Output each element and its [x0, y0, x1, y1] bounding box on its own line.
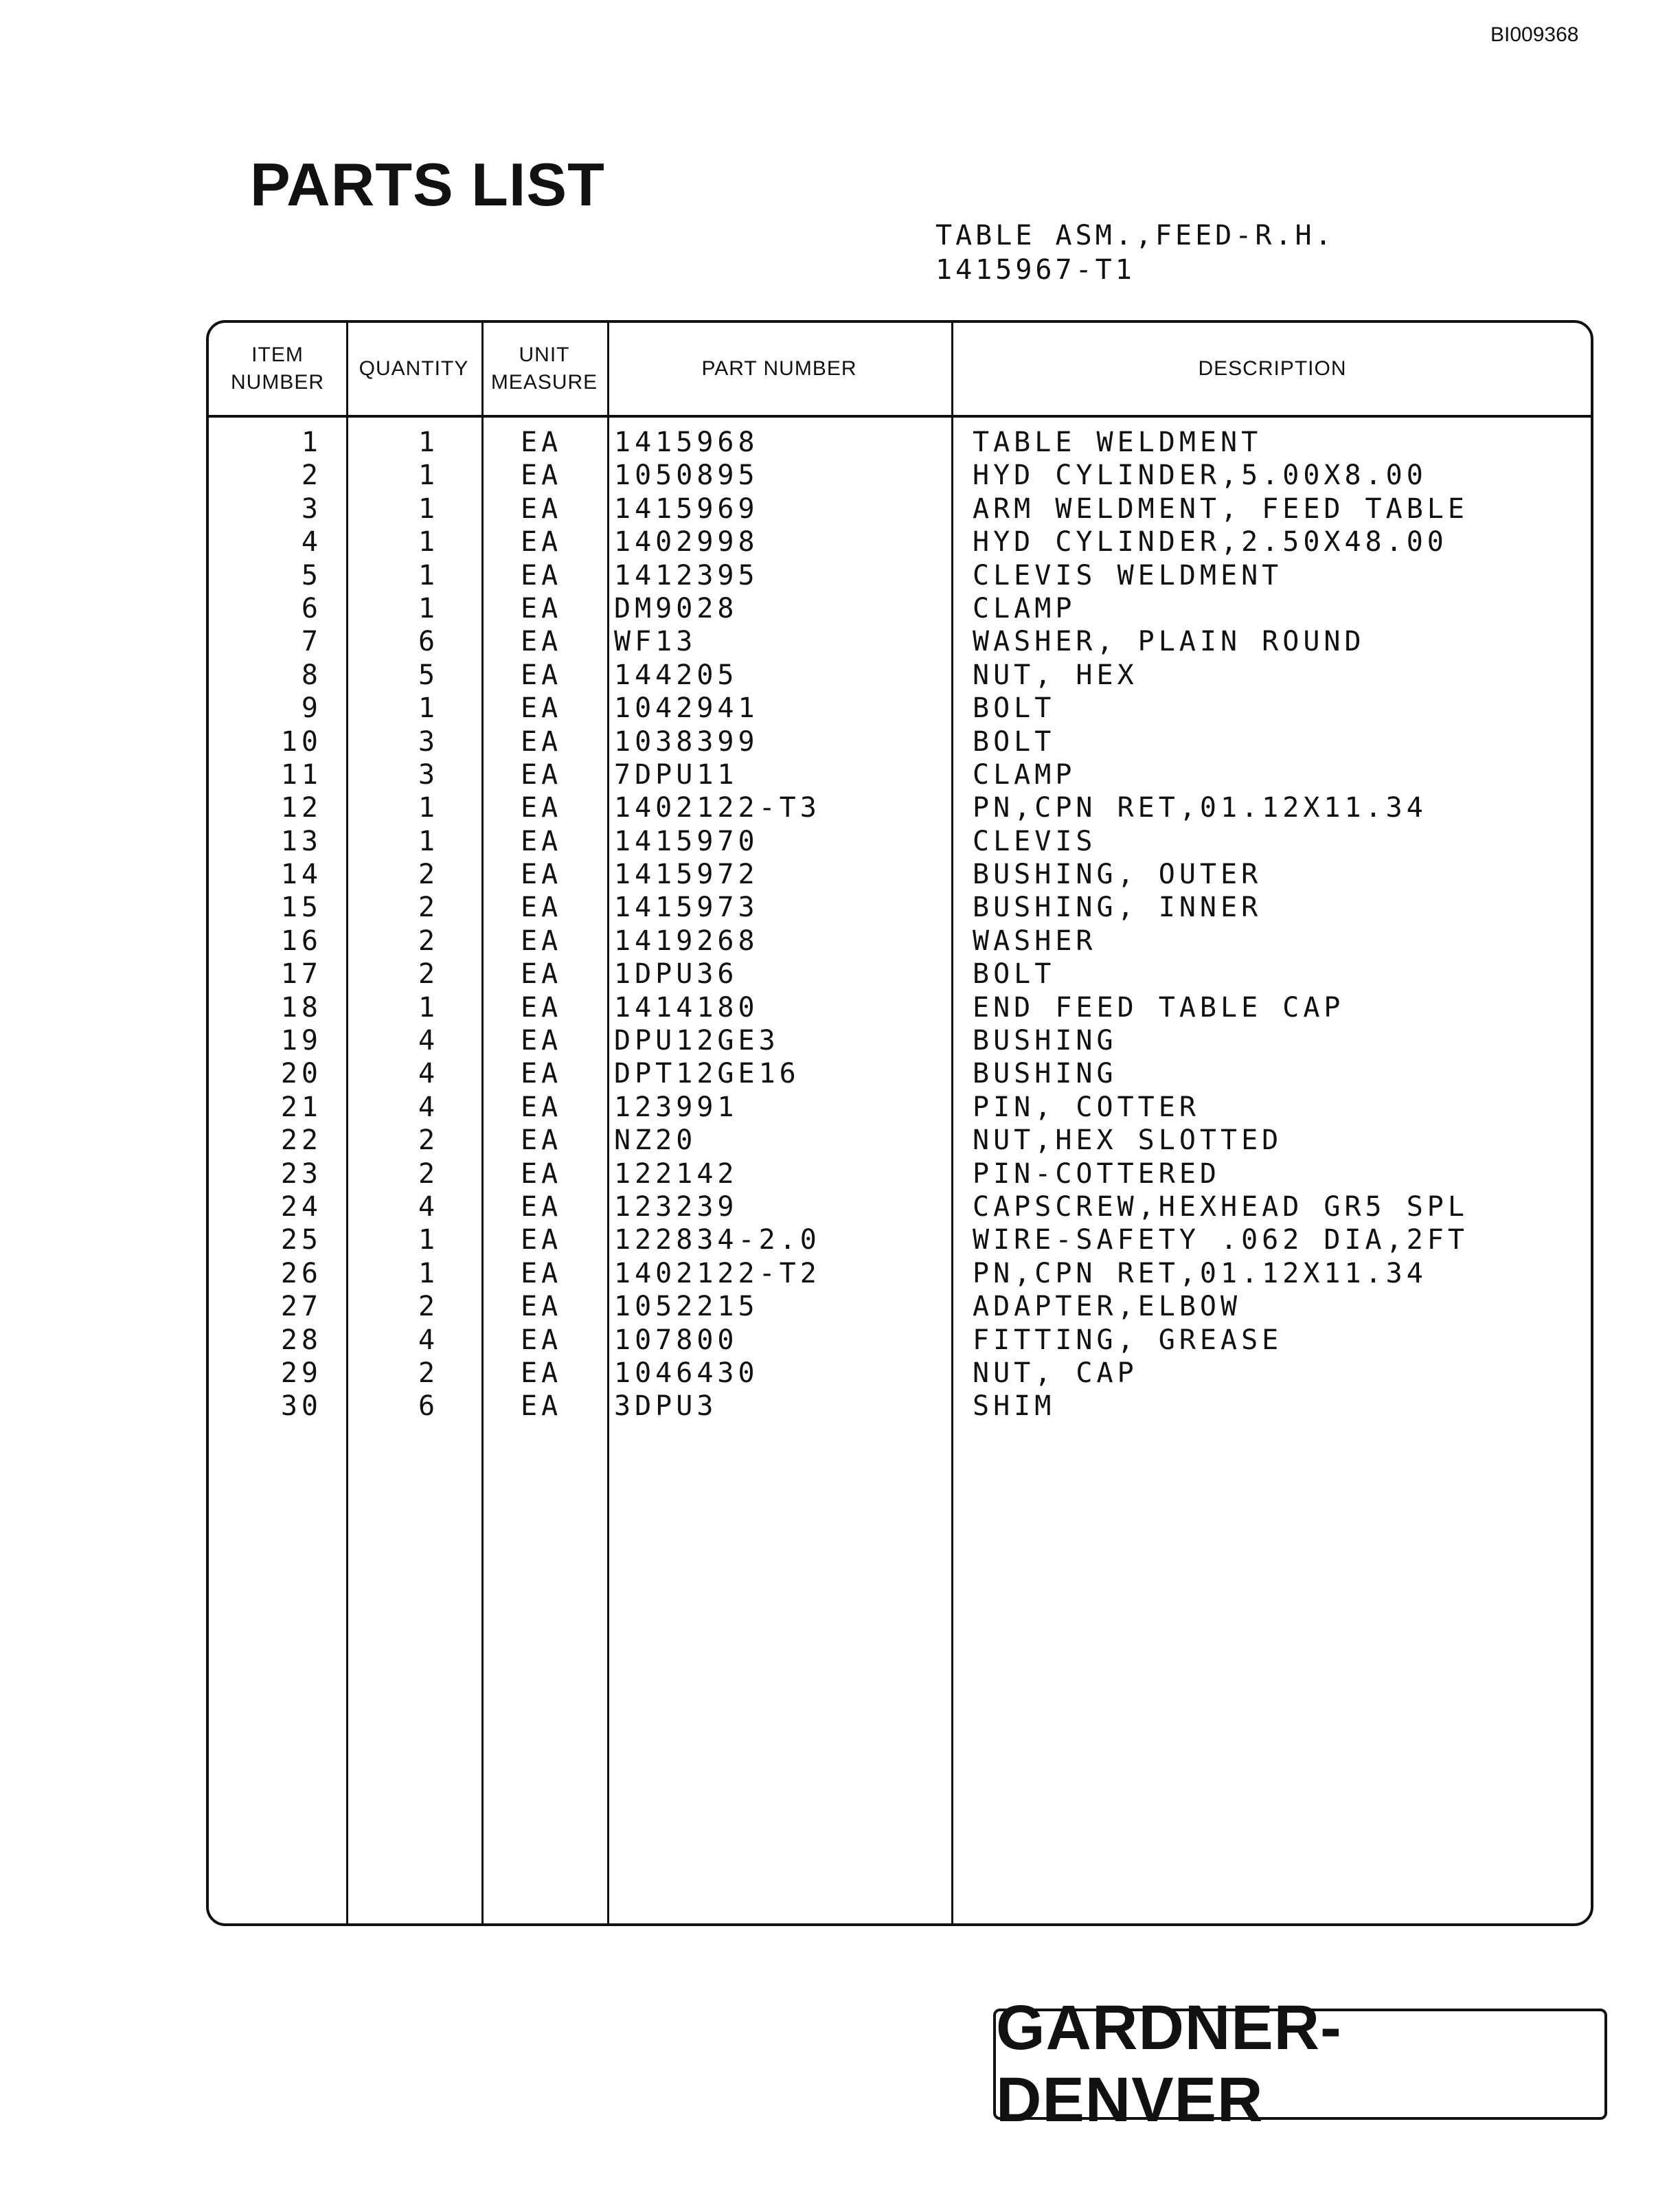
- description-cell: BOLT: [973, 958, 1056, 991]
- description-cell: PIN-COTTERED: [973, 1157, 1221, 1190]
- item-number-cell: 10: [280, 725, 322, 758]
- part-number-cell: 1415973: [614, 892, 759, 924]
- quantity-cell: 1: [418, 559, 440, 591]
- item-number-cell: 20: [280, 1058, 322, 1090]
- item-number-cell: 15: [280, 892, 322, 924]
- item-number-cell: 13: [280, 825, 322, 857]
- item-number-cell: 7: [301, 626, 322, 658]
- description-cell: BUSHING: [973, 1025, 1117, 1057]
- item-number-cell: 3: [301, 493, 322, 525]
- part-number-cell: 1419268: [614, 925, 759, 957]
- table-row: [209, 991, 1591, 1024]
- part-number-cell: 1402122-T3: [614, 792, 821, 824]
- description-cell: CLAMP: [973, 592, 1076, 624]
- part-number-cell: 144205: [614, 659, 738, 691]
- quantity-cell: 1: [418, 1224, 440, 1256]
- description-cell: BUSHING, INNER: [973, 892, 1262, 924]
- unit-measure-cell: EA: [521, 1091, 563, 1123]
- quantity-cell: 4: [418, 1324, 440, 1356]
- description-cell: NUT, CAP: [973, 1357, 1138, 1389]
- item-number-cell: 17: [280, 958, 322, 991]
- unit-measure-cell: EA: [521, 892, 563, 924]
- description-cell: ADAPTER,ELBOW: [973, 1291, 1242, 1323]
- header-divider: [209, 415, 1591, 418]
- unit-measure-cell: EA: [521, 526, 563, 558]
- quantity-cell: 2: [418, 925, 440, 957]
- part-number-cell: DPU12GE3: [614, 1025, 780, 1057]
- description-cell: HYD CYLINDER,2.50X48.00: [973, 526, 1448, 558]
- header-part-number: PART NUMBER: [701, 357, 857, 380]
- unit-measure-cell: EA: [521, 958, 563, 991]
- item-number-cell: 4: [301, 526, 322, 558]
- item-number-cell: 23: [280, 1157, 322, 1190]
- description-cell: TABLE WELDMENT: [973, 427, 1262, 458]
- unit-measure-cell: EA: [521, 792, 563, 824]
- description-cell: CLEVIS: [973, 825, 1097, 857]
- unit-measure-cell: EA: [521, 1058, 563, 1090]
- quantity-cell: 4: [418, 1190, 440, 1223]
- table-row: [209, 1190, 1591, 1223]
- table-row: [209, 925, 1591, 958]
- quantity-cell: 6: [418, 1390, 440, 1423]
- description-cell: FITTING, GREASE: [973, 1324, 1283, 1356]
- item-number-cell: 25: [280, 1224, 322, 1256]
- part-number-cell: 1414180: [614, 991, 759, 1024]
- header-description: DESCRIPTION: [1198, 357, 1347, 380]
- description-cell: ARM WELDMENT, FEED TABLE: [973, 493, 1468, 525]
- table-row: [209, 891, 1591, 924]
- table-row: [209, 858, 1591, 891]
- part-number-cell: 1402122-T2: [614, 1257, 821, 1289]
- item-number-cell: 26: [280, 1257, 322, 1289]
- description-cell: BOLT: [973, 725, 1056, 758]
- part-number-cell: NZ20: [614, 1124, 697, 1157]
- table-row: [209, 1390, 1591, 1423]
- assembly-name: TABLE ASM.,FEED-R.H.: [935, 220, 1335, 251]
- table-row: [209, 1223, 1591, 1256]
- unit-measure-cell: EA: [521, 1324, 563, 1356]
- item-number-cell: 24: [280, 1190, 322, 1223]
- table-row: [209, 659, 1591, 692]
- item-number-cell: 22: [280, 1124, 322, 1157]
- company-logo: [993, 1993, 1607, 2135]
- unit-measure-cell: EA: [521, 427, 563, 458]
- quantity-cell: 1: [418, 692, 440, 725]
- table-row: [209, 459, 1591, 492]
- item-number-cell: 19: [280, 1025, 322, 1057]
- quantity-cell: 1: [418, 792, 440, 824]
- description-cell: SHIM: [973, 1390, 1056, 1423]
- part-number-cell: 122834-2.0: [614, 1224, 821, 1256]
- part-number-cell: 1052215: [614, 1291, 759, 1323]
- item-number-cell: 21: [280, 1091, 322, 1123]
- part-number-cell: 123991: [614, 1091, 738, 1123]
- part-number-cell: 107800: [614, 1324, 738, 1356]
- item-number-cell: 12: [280, 792, 322, 824]
- description-cell: WIRE-SAFETY .062 DIA,2FT: [973, 1224, 1468, 1256]
- quantity-cell: 1: [418, 991, 440, 1024]
- description-cell: NUT,HEX SLOTTED: [973, 1124, 1283, 1157]
- item-number-cell: 9: [301, 692, 322, 725]
- unit-measure-cell: EA: [521, 925, 563, 957]
- table-row: [209, 1057, 1591, 1090]
- assembly-info: [935, 218, 1335, 287]
- table-row: [209, 1257, 1591, 1290]
- table-row: [209, 625, 1591, 658]
- table-row: [209, 1024, 1591, 1057]
- unit-measure-cell: EA: [521, 460, 563, 492]
- unit-measure-cell: EA: [521, 825, 563, 857]
- header-unit-measure: UNIT MEASURE: [490, 343, 598, 394]
- table-row: [209, 758, 1591, 791]
- table-row: [209, 1290, 1591, 1323]
- header-quantity: QUANTITY: [359, 357, 469, 380]
- unit-measure-cell: EA: [521, 991, 563, 1024]
- item-number-cell: 6: [301, 592, 322, 624]
- table-row: [209, 958, 1591, 991]
- unit-measure-cell: EA: [521, 758, 563, 791]
- part-number-cell: 1046430: [614, 1357, 759, 1389]
- unit-measure-cell: EA: [521, 1357, 563, 1389]
- table-row: [209, 791, 1591, 824]
- table-row: [209, 426, 1591, 459]
- item-number-cell: 8: [301, 659, 322, 691]
- quantity-cell: 1: [418, 460, 440, 492]
- description-cell: PN,CPN RET,01.12X11.34: [973, 792, 1427, 824]
- item-number-cell: 2: [301, 460, 322, 492]
- part-number-cell: 1415968: [614, 427, 759, 458]
- description-cell: WASHER, PLAIN ROUND: [973, 626, 1365, 658]
- quantity-cell: 2: [418, 1357, 440, 1389]
- unit-measure-cell: EA: [521, 493, 563, 525]
- part-number-cell: 1038399: [614, 725, 759, 758]
- part-number-cell: 3DPU3: [614, 1390, 718, 1423]
- unit-measure-cell: EA: [521, 692, 563, 725]
- description-cell: END FEED TABLE CAP: [973, 991, 1345, 1024]
- part-number-cell: 1412395: [614, 559, 759, 591]
- table-row: [209, 559, 1591, 592]
- unit-measure-cell: EA: [521, 1124, 563, 1157]
- quantity-cell: 2: [418, 1291, 440, 1323]
- quantity-cell: 2: [418, 1124, 440, 1157]
- unit-measure-cell: EA: [521, 859, 563, 891]
- description-cell: HYD CYLINDER,5.00X8.00: [973, 460, 1427, 492]
- description-cell: CLEVIS WELDMENT: [973, 559, 1283, 591]
- quantity-cell: 2: [418, 859, 440, 891]
- item-number-cell: 28: [280, 1324, 322, 1356]
- assembly-number: 1415967-T1: [935, 254, 1135, 286]
- part-number-cell: WF13: [614, 626, 697, 658]
- quantity-cell: 6: [418, 626, 440, 658]
- unit-measure-cell: EA: [521, 1025, 563, 1057]
- item-number-cell: 11: [280, 758, 322, 791]
- description-cell: PIN, COTTER: [973, 1091, 1200, 1123]
- item-number-cell: 5: [301, 559, 322, 591]
- table-row: [209, 692, 1591, 725]
- header-item-number: ITEM NUMBER: [230, 343, 324, 394]
- item-number-cell: 27: [280, 1291, 322, 1323]
- part-number-cell: 7DPU11: [614, 758, 738, 791]
- quantity-cell: 1: [418, 427, 440, 458]
- part-number-cell: DPT12GE16: [614, 1058, 800, 1090]
- page-title: PARTS LIST: [250, 150, 605, 218]
- unit-measure-cell: EA: [521, 725, 563, 758]
- unit-measure-cell: EA: [521, 559, 563, 591]
- part-number-cell: 1415969: [614, 493, 759, 525]
- part-number-cell: 1042941: [614, 692, 759, 725]
- item-number-cell: 18: [280, 991, 322, 1024]
- table-row: [209, 1124, 1591, 1157]
- description-cell: NUT, HEX: [973, 659, 1138, 691]
- logo-text: GARDNER-DENVER: [996, 1993, 1342, 2135]
- table-row: [209, 525, 1591, 558]
- quantity-cell: 2: [418, 892, 440, 924]
- quantity-cell: 4: [418, 1091, 440, 1123]
- unit-measure-cell: EA: [521, 592, 563, 624]
- part-number-cell: DM9028: [614, 592, 738, 624]
- part-number-cell: 123239: [614, 1190, 738, 1223]
- table-row: [209, 1091, 1591, 1124]
- quantity-cell: 1: [418, 526, 440, 558]
- item-number-cell: 16: [280, 925, 322, 957]
- unit-measure-cell: EA: [521, 626, 563, 658]
- quantity-cell: 3: [418, 725, 440, 758]
- description-cell: CAPSCREW,HEXHEAD GR5 SPL: [973, 1190, 1468, 1223]
- unit-measure-cell: EA: [521, 1257, 563, 1289]
- part-number-cell: 1415972: [614, 859, 759, 891]
- unit-measure-cell: EA: [521, 1291, 563, 1323]
- table-row: [209, 1357, 1591, 1390]
- quantity-cell: 4: [418, 1025, 440, 1057]
- part-number-cell: 1050895: [614, 460, 759, 492]
- unit-measure-cell: EA: [521, 1390, 563, 1423]
- part-number-cell: 1402998: [614, 526, 759, 558]
- item-number-cell: 30: [280, 1390, 322, 1423]
- parts-table: [206, 320, 1593, 1926]
- description-cell: BUSHING: [973, 1058, 1117, 1090]
- document-id: BI009368: [1490, 23, 1579, 46]
- quantity-cell: 2: [418, 958, 440, 991]
- description-cell: BOLT: [973, 692, 1056, 725]
- quantity-cell: 1: [418, 825, 440, 857]
- part-number-cell: 122142: [614, 1157, 738, 1190]
- quantity-cell: 2: [418, 1157, 440, 1190]
- quantity-cell: 1: [418, 1257, 440, 1289]
- unit-measure-cell: EA: [521, 1157, 563, 1190]
- quantity-cell: 1: [418, 493, 440, 525]
- part-number-cell: 1415970: [614, 825, 759, 857]
- table-row: [209, 725, 1591, 758]
- item-number-cell: 29: [280, 1357, 322, 1389]
- table-row: [209, 1324, 1591, 1357]
- table-row: [209, 825, 1591, 858]
- table-row: [209, 493, 1591, 525]
- quantity-cell: 4: [418, 1058, 440, 1090]
- item-number-cell: 1: [301, 427, 322, 458]
- description-cell: WASHER: [973, 925, 1097, 957]
- unit-measure-cell: EA: [521, 659, 563, 691]
- part-number-cell: 1DPU36: [614, 958, 738, 991]
- quantity-cell: 3: [418, 758, 440, 791]
- description-cell: PN,CPN RET,01.12X11.34: [973, 1257, 1427, 1289]
- table-row: [209, 592, 1591, 625]
- unit-measure-cell: EA: [521, 1190, 563, 1223]
- description-cell: CLAMP: [973, 758, 1076, 791]
- table-row: [209, 1157, 1591, 1190]
- quantity-cell: 5: [418, 659, 440, 691]
- item-number-cell: 14: [280, 859, 322, 891]
- unit-measure-cell: EA: [521, 1224, 563, 1256]
- table-body: [209, 426, 1591, 1423]
- description-cell: BUSHING, OUTER: [973, 859, 1262, 891]
- quantity-cell: 1: [418, 592, 440, 624]
